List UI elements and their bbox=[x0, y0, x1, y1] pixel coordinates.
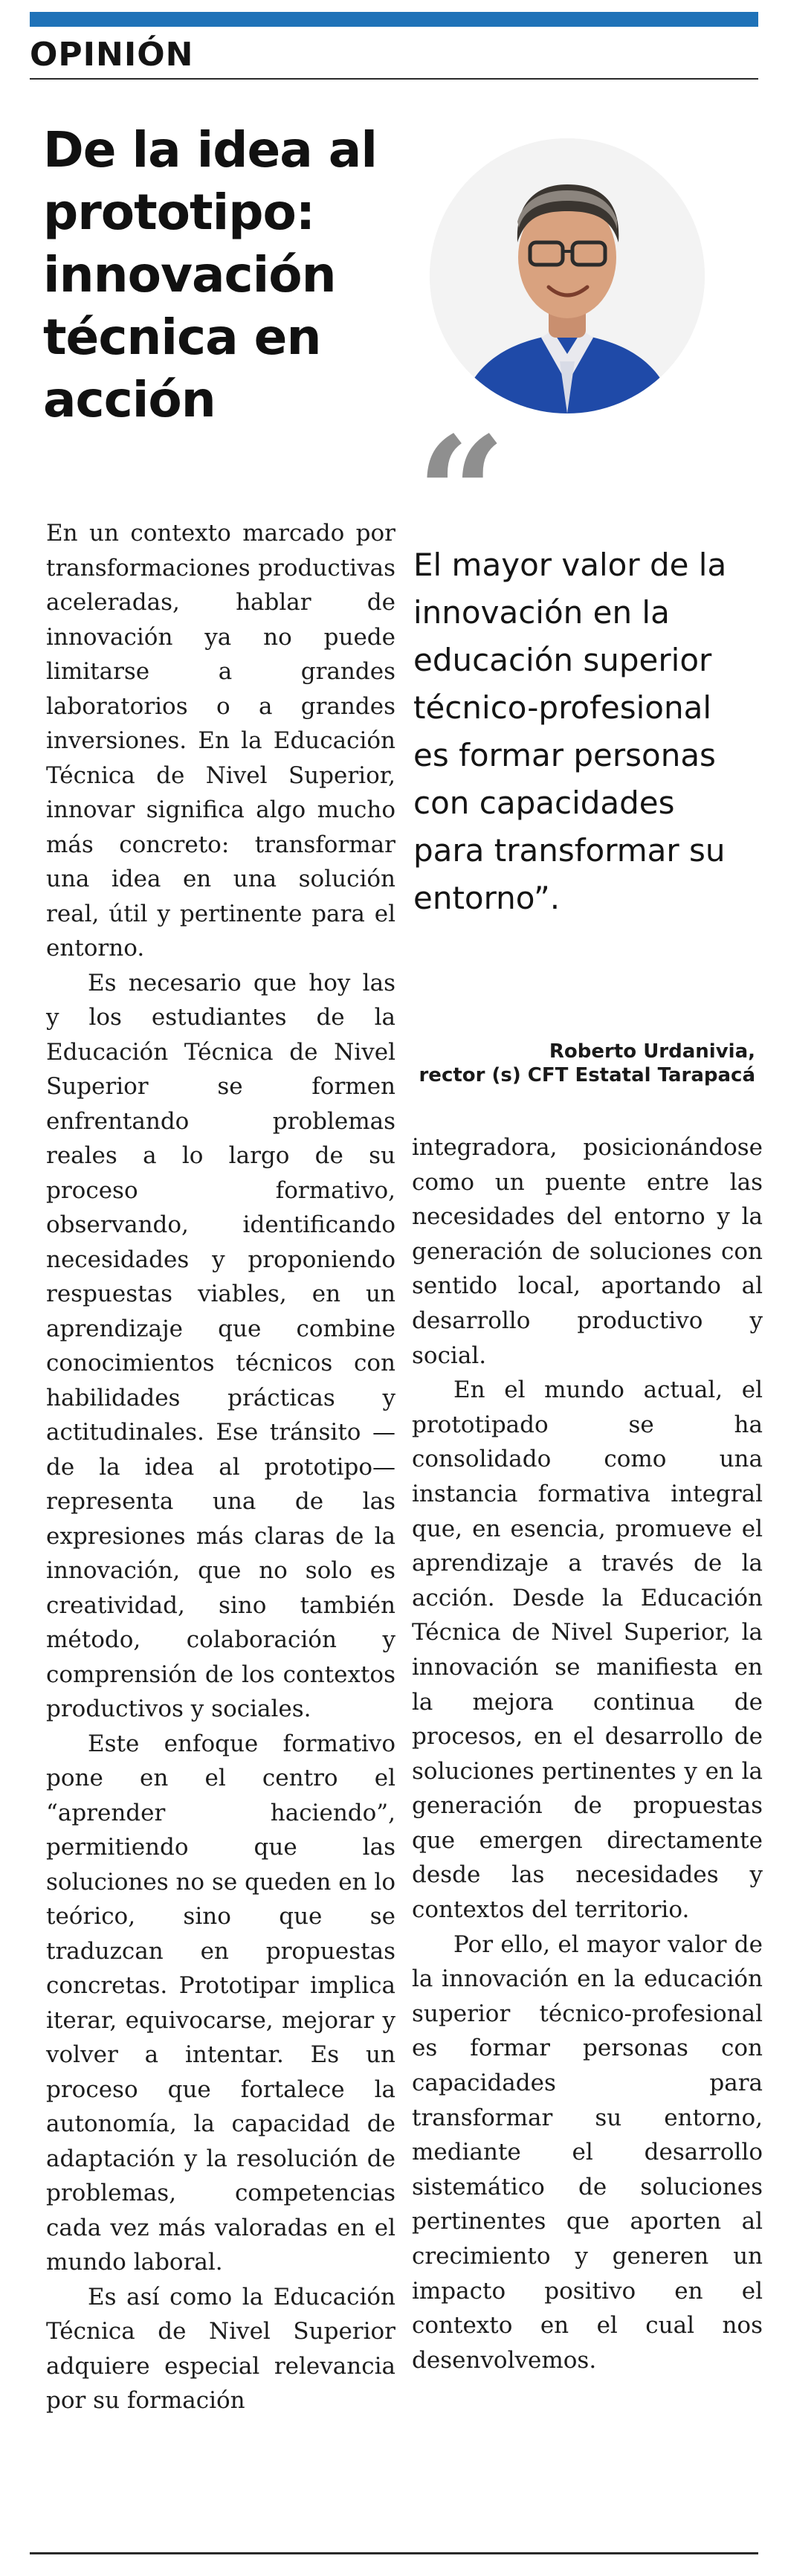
body-paragraph: integradora, posicionándose como un puente entre las necesidades del entorno y la generación de soluciones con sentido local, aportando al desarrollo productivo y social. bbox=[412, 1134, 763, 1369]
article-body-left-column bbox=[46, 516, 395, 2418]
body-paragraph: En un contexto marcado por transformaciones productivas aceleradas, hablar de innovación ya no puede limitarse a grandes laboratorios o a grandes inversiones. En la Educación Técnica de Nivel Superior, innovar significa algo mucho más concreto: transformar una idea en una solución real, útil y pertinente para el entorno. bbox=[46, 520, 395, 962]
body-paragraph: Por ello, el mayor valor de la innovación en la educación superior técnico-profesional es formar personas con capacidades para transformar su entorno, mediante el desarrollo sistemático de soluciones pertinentes que aporten al crecimiento y generen un impacto positivo en el contexto en el cual nos desenvolvemos. bbox=[412, 1931, 763, 2374]
author-title: rector (s) CFT Estatal Tarapacá bbox=[419, 1064, 755, 1086]
pull-quote: El mayor valor de la innovación en la educación superior técnico-profesional es formar personas con capacidades para transformar su entorno”. bbox=[413, 547, 727, 916]
page-bottom-divider bbox=[30, 2552, 758, 2554]
article-headline: De la idea al prototipo: innovación técnica en acción bbox=[43, 121, 377, 428]
section-divider bbox=[30, 78, 758, 80]
quote-mark-icon: “ bbox=[416, 402, 506, 586]
author-photo bbox=[430, 138, 705, 413]
author-name: Roberto Urdanivia, bbox=[549, 1040, 755, 1063]
article-body-right-column bbox=[412, 1130, 763, 2377]
body-paragraph: Este enfoque formativo pone en el centro el “aprender haciendo”, permitiendo que las soluciones no se queden en lo teórico, sino que se traduzcan en propuestas concretas. Prototipar implica iterar, equivocarse, mejorar y volver a intentar. Es un proceso que fortalece la autonomía, la capacidad de adaptación y la resolución de problemas, competencias cada vez más valoradas en el mundo laboral. bbox=[46, 1730, 395, 2276]
body-paragraph: Es así como la Educación Técnica de Nivel Superior adquiere especial relevancia por su formación bbox=[46, 2283, 395, 2414]
section-accent-bar bbox=[30, 12, 758, 27]
author-credit bbox=[413, 1040, 755, 1087]
section-label: OPINIÓN bbox=[30, 36, 194, 74]
body-paragraph: Es necesario que hoy las y los estudiantes de la Educación Técnica de Nivel Superior se formen enfrentando problemas reales a lo largo de su proceso formativo, observando, identificando necesidades y proponiendo respuestas viables, en un aprendizaje que combine conocimientos técnicos con habilidades prácticas y actitudinales. Ese tránsito —de la idea al prototipo— representa una de las expresiones más claras de la innovación, que no solo es creatividad, sino también método, colaboración y comprensión de los contextos productivos y sociales. bbox=[46, 969, 395, 1722]
body-paragraph: En el mundo actual, el prototipado se ha consolidado como una instancia formativa integral que, en esencia, promueve el aprendizaje a través de la acción. Desde la Educación Técnica de Nivel Superior, la innovación se manifiesta en la mejora continua de procesos, en el desarrollo de soluciones pertinentes y en la generación de propuestas que emergen directamente desde las necesidades y contextos del territorio. bbox=[412, 1376, 763, 1924]
author-portrait-illustration bbox=[430, 138, 705, 413]
